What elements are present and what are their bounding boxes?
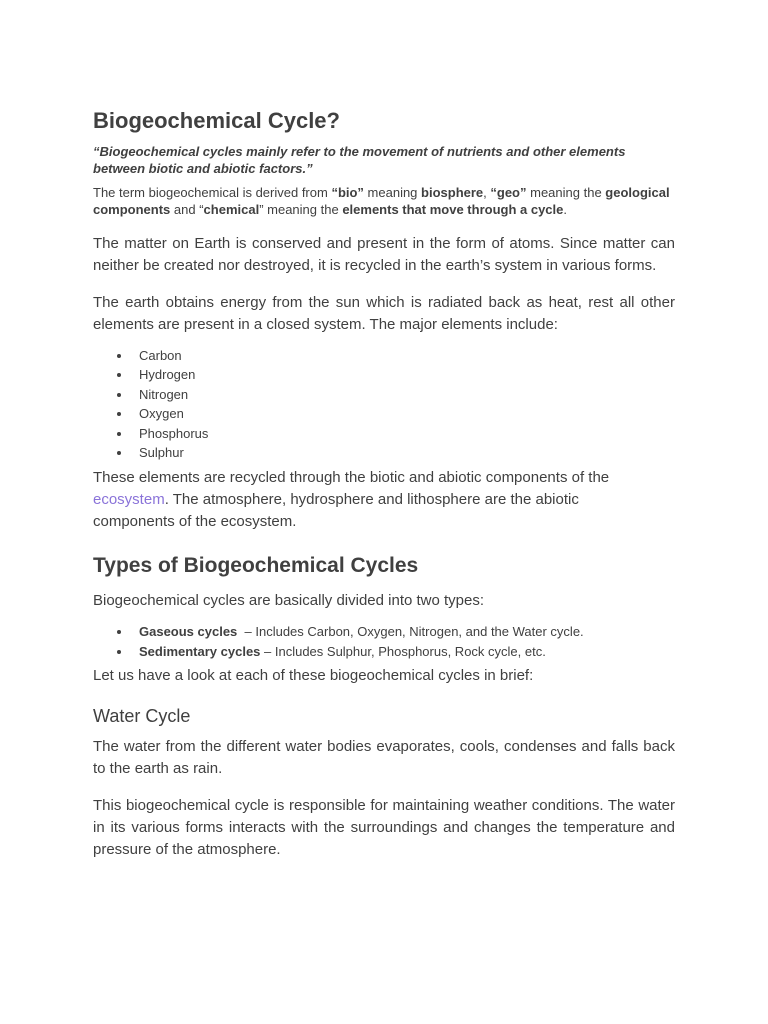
document-page [93, 106, 675, 861]
recycled-paragraph [93, 467, 623, 533]
type-desc: – Includes Carbon, Oxygen, Nitrogen, and the Water cycle. [237, 624, 584, 640]
page-title: Biogeochemical Cycle? [93, 108, 340, 133]
types-list [93, 622, 675, 661]
term-text: . [563, 202, 568, 217]
term-text: The term biogeochemical is derived from [93, 185, 332, 200]
term-text: and “ [170, 202, 204, 217]
types-heading: Types of Biogeochemical Cycles [93, 554, 419, 578]
brief-intro: Let us have a look at each of these biogeochemical cycles in brief: [93, 667, 534, 685]
term-geo: “geo” [490, 185, 527, 200]
term-chemical: chemical [203, 202, 260, 217]
matter-paragraph: The matter on Earth is conserved and present in the form of atoms. Since matter can neither be created nor destroyed, it is recycled in the earth’s system in various forms. [93, 235, 675, 274]
recycled-text: These elements are recycled through the biotic and abiotic components of the [93, 469, 610, 487]
type-name: Sedimentary cycles [139, 643, 261, 659]
types-intro: Biogeochemical cycles are basically divided into two types: [93, 592, 485, 610]
recycled-text: . The atmosphere, hydrosphere and lithosphere are the abiotic components of the ecosystem. [93, 491, 579, 531]
list-item: Carbon [139, 346, 675, 365]
term-bio: “bio” [331, 185, 364, 200]
type-name: Gaseous cycles [139, 624, 238, 640]
list-item: Sulphur [139, 443, 675, 462]
term-text: , [483, 185, 491, 200]
list-item: Hydrogen [139, 365, 675, 384]
list-item [139, 622, 675, 642]
list-item [139, 642, 675, 662]
type-desc: – Includes Sulphur, Phosphorus, Rock cycle, etc. [260, 643, 546, 659]
term-biosphere: biosphere [421, 185, 484, 200]
definition-quote: “Biogeochemical cycles mainly refer to the movement of nutrients and other elements between biotic and abiotic factors.” [93, 144, 626, 176]
water-paragraph-1: The water from the different water bodies evaporates, cools, condenses and falls back to the earth as rain. [93, 738, 675, 778]
ecosystem-link[interactable]: ecosystem [93, 491, 165, 509]
term-text: ” meaning the [259, 202, 343, 217]
list-item: Nitrogen [139, 385, 675, 404]
list-item: Phosphorus [139, 424, 675, 443]
term-origin-paragraph [93, 184, 675, 218]
term-text: meaning [363, 185, 422, 200]
water-paragraph-2: This biogeochemical cycle is responsible for maintaining weather conditions. The water in its various forms interacts with the surroundings and changes the temperature and pressure of the atmosphere. [93, 797, 675, 859]
water-cycle-heading: Water Cycle [93, 706, 191, 727]
term-text: meaning the [526, 185, 606, 200]
energy-paragraph: The earth obtains energy from the sun which is radiated back as heat, rest all other elements are present in a closed system. The major elements include: [93, 294, 675, 333]
list-item: Oxygen [139, 404, 675, 423]
term-geological: geological components [93, 185, 670, 217]
elements-list [93, 346, 675, 462]
term-elements-move: elements that move through a cycle [342, 202, 564, 217]
